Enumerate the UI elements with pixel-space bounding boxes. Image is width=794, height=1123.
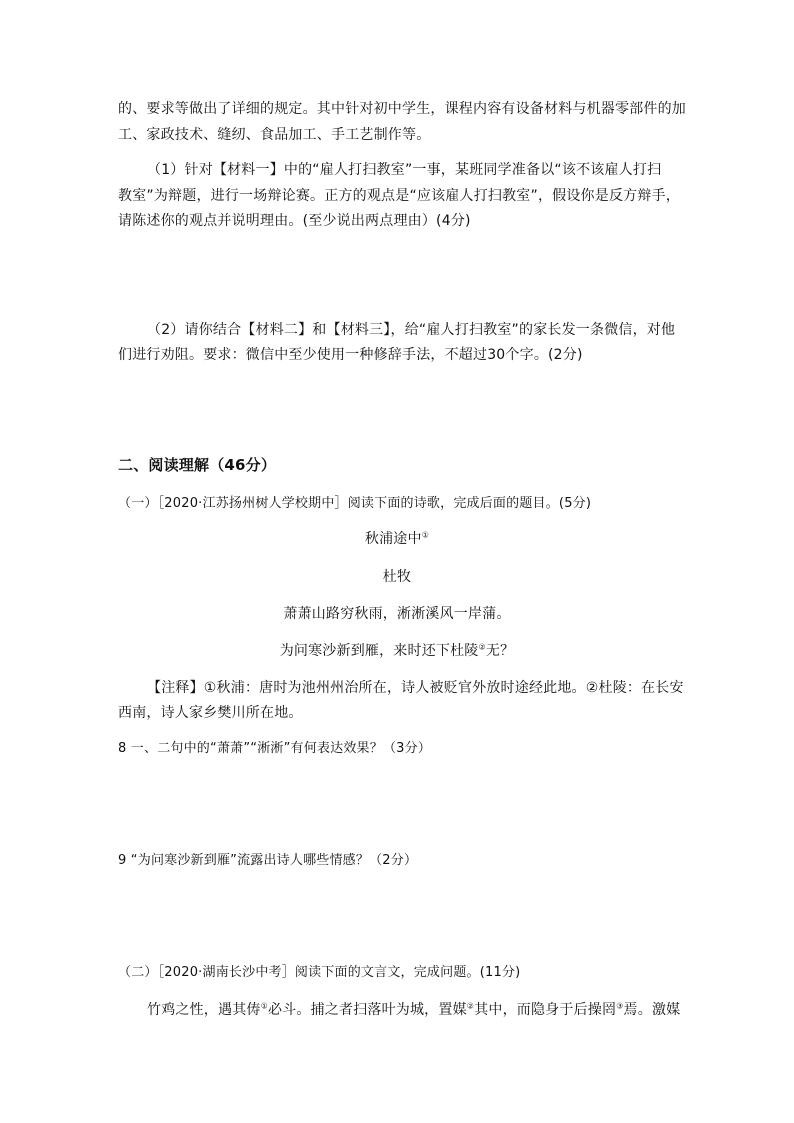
section-title: 二、阅读理解（46分） (118, 456, 277, 474)
question-8: 8 一、二句中的“萧萧”“淅淅”有何表达效果？（3分） (118, 741, 432, 756)
question-2-line: 们进行劝阻。要求：微信中至少使用一种修辞手法，不超过30个字。(2分) (118, 347, 583, 363)
poem-line (0, 641, 794, 661)
poem-line-text: 无？ (485, 643, 515, 659)
footnote-marker: ① (421, 530, 430, 540)
footnote-marker: ③ (616, 1001, 624, 1011)
material-text-line: 工、家政技术、缝纫、食品加工、手工艺制作等。 (118, 127, 431, 143)
classical-text: 焉。激媒 (623, 1002, 681, 1018)
question-9: 9 “为问寒沙新到雁”流露出诗人哪些情感？（2分） (118, 853, 418, 868)
question-2-line: （2）请你结合【材料二】和【材料三】，给“雇人打扫教室”的家长发一条微信，对他 (147, 322, 676, 338)
footnote-marker: ① (260, 1001, 268, 1011)
question-1-line: 教室”为辩题，进行一场辩论赛。正方的观点是“应该雇人打扫教室”，假设你是反方辩手， (118, 188, 680, 204)
classical-text: 必斗。捕之者扫落叶为城，置媒 (267, 1002, 467, 1018)
poem-notes-line: 【注释】①秋浦：唐时为池州州治所在，诗人被贬官外放时途经此地。②杜陵：在长安 (147, 680, 684, 696)
poem-title (0, 529, 794, 549)
material-text-line: 的、要求等做出了详细的规定。其中针对初中学生，课程内容有设备材料与机器零部件的加 (118, 101, 686, 117)
poem-line-text: 为问寒沙新到雁，来时还下杜陵 (279, 643, 479, 659)
part-2-intro: （二）［2020·湖南长沙中考］阅读下面的文言文，完成问题。(11分) (118, 965, 521, 980)
footnote-marker: ② (478, 642, 486, 652)
classical-text-line (147, 1000, 680, 1020)
classical-text: 竹鸡之性，遇其俦 (147, 1002, 261, 1018)
question-1-line: （1）针对【材料一】中的“雇人打扫教室”一事，某班同学准备以“该不该雇人打扫 (147, 162, 662, 178)
part-1-intro: （一）［2020·江苏扬州树人学校期中］阅读下面的诗歌，完成后面的题目。(5分) (118, 496, 592, 511)
classical-text: 其中，而隐身于后操罔 (474, 1002, 617, 1018)
footnote-marker: ② (466, 1001, 475, 1011)
question-1-line: 请陈述你的观点并说明理由。(至少说出两点理由）(4分) (118, 213, 471, 229)
poem-line: 萧萧山路穷秋雨，淅淅溪风一岸蒲。 (283, 606, 511, 622)
poem-title-text: 秋浦途中 (364, 531, 422, 547)
poem-notes-line: 西南，诗人家乡樊川所在地。 (118, 705, 303, 721)
poem-author: 杜牧 (382, 569, 412, 585)
